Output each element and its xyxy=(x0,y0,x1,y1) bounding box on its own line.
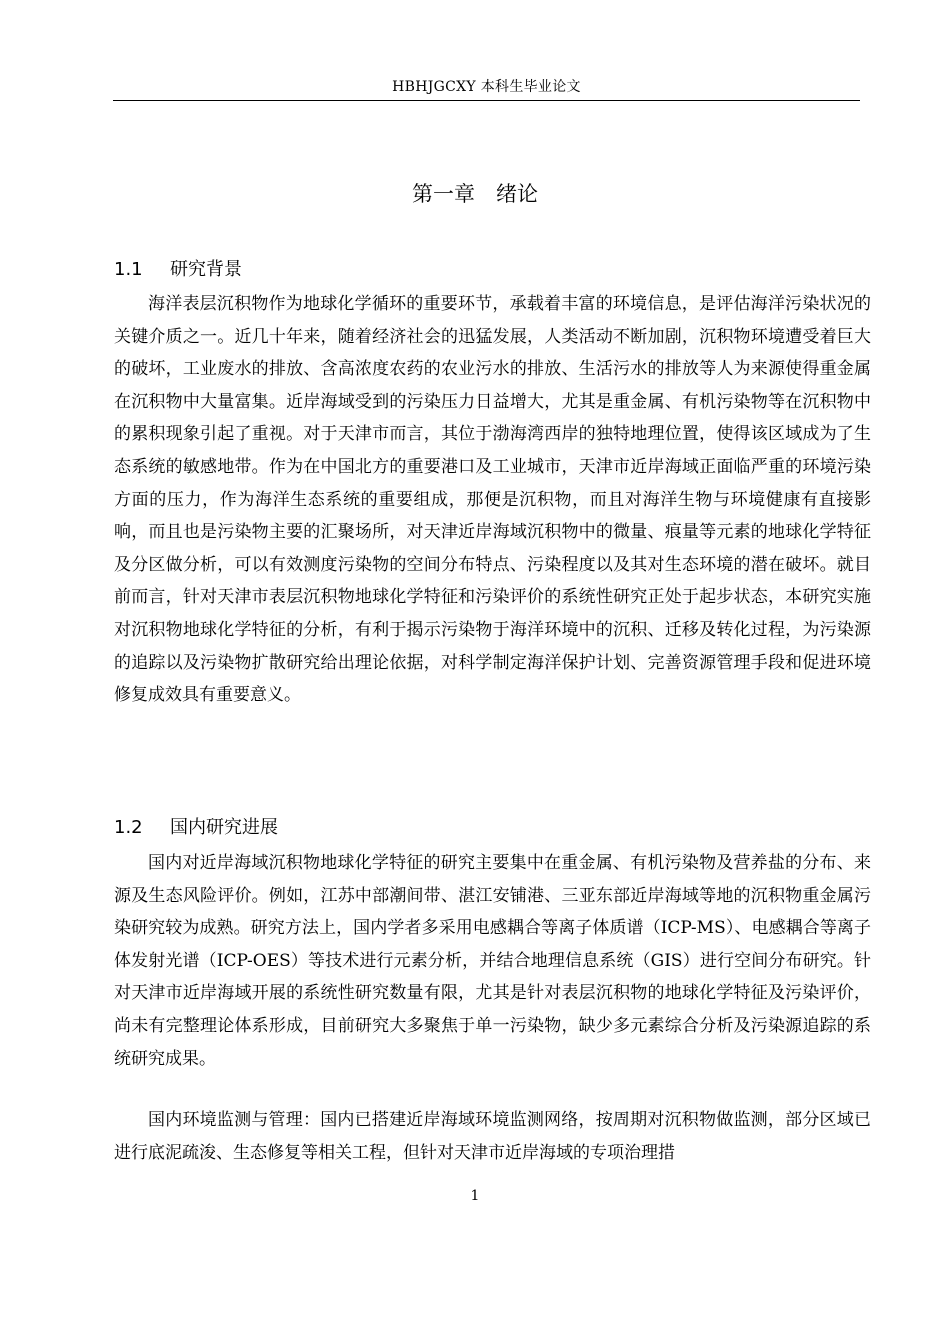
section-number: 1.2 xyxy=(114,817,143,838)
section-number: 1.1 xyxy=(114,259,143,280)
running-header: HBHJGCXY 本科生毕业论文 xyxy=(392,79,581,95)
body-paragraph: 国内对近岸海域沉积物地球化学特征的研究主要集中在重金属、有机污染物及营养盐的分布、来源及生态风险评价。例如，江苏中部潮间带、湛江安铺港、三亚东部近岸海域等地的沉积物重金属污染研究较为成熟。研究方法上，国内学者多采用电感耦合等离子体质谱（ICP-MS）、电感耦合等离子体发射光谱（ICP-OES）等技术进行元素分析，并结合地理信息系统（GIS）进行空间分布研究。针对天津市近岸海域开展的系统性研究数量有限，尤其是针对表层沉积物的地球化学特征及污染评价，尚未有完整理论体系形成，目前研究大多聚焦于单一污染物，缺少多元素综合分析及污染源追踪的系统研究成果。 xyxy=(114,853,871,1069)
page-number: 1 xyxy=(470,1188,480,1204)
header-rule xyxy=(113,100,860,101)
section-heading-1-2 xyxy=(114,813,278,839)
section-heading-1-1 xyxy=(114,255,242,281)
section-title: 研究背景 xyxy=(170,259,242,280)
body-paragraph: 海洋表层沉积物作为地球化学循环的重要环节，承载着丰富的环境信息，是评估海洋污染状况的关键介质之一。近几十年来，随着经济社会的迅猛发展，人类活动不断加剧，沉积物环境遭受着巨大的破坏，工业废水的排放、含高浓度农药的农业污水的排放、生活污水的排放等人为来源使得重金属在沉积物中大量富集。近岸海域受到的污染压力日益增大，尤其是重金属、有机污染物等在沉积物中的累积现象引起了重视。对于天津市而言，其位于渤海湾西岸的独特地理位置，使得该区域成为了生态系统的敏感地带。作为在中国北方的重要港口及工业城市，天津市近岸海域正面临严重的环境污染方面的压力，作为海洋生态系统的重要组成，那便是沉积物，而且对海洋生物与环境健康有直接影响，而且也是污染物主要的汇聚场所，对天津近岸海域沉积物中的微量、痕量等元素的地球化学特征及分区做分析，可以有效测度污染物的空间分布特点、污染程度以及其对生态环境的潜在破坏。就目前而言，针对天津市表层沉积物地球化学特征和污染评价的系统性研究正处于起步状态，本研究实施对沉积物地球化学特征的分析，有利于揭示污染物于海洋环境中的沉积、迁移及转化过程，为污染源的追踪以及污染物扩散研究给出理论依据，对科学制定海洋保护计划、完善资源管理手段和促进环境修复成效具有重要意义。 xyxy=(114,294,871,706)
section-title: 国内研究进展 xyxy=(170,817,278,838)
body-paragraph: 国内环境监测与管理：国内已搭建近岸海域环境监测网络，按周期对沉积物做监测，部分区域已进行底泥疏浚、生态修复等相关工程，但针对天津市近岸海域的专项治理措 xyxy=(114,1110,871,1163)
chapter-title: 第一章 绪论 xyxy=(412,182,538,206)
